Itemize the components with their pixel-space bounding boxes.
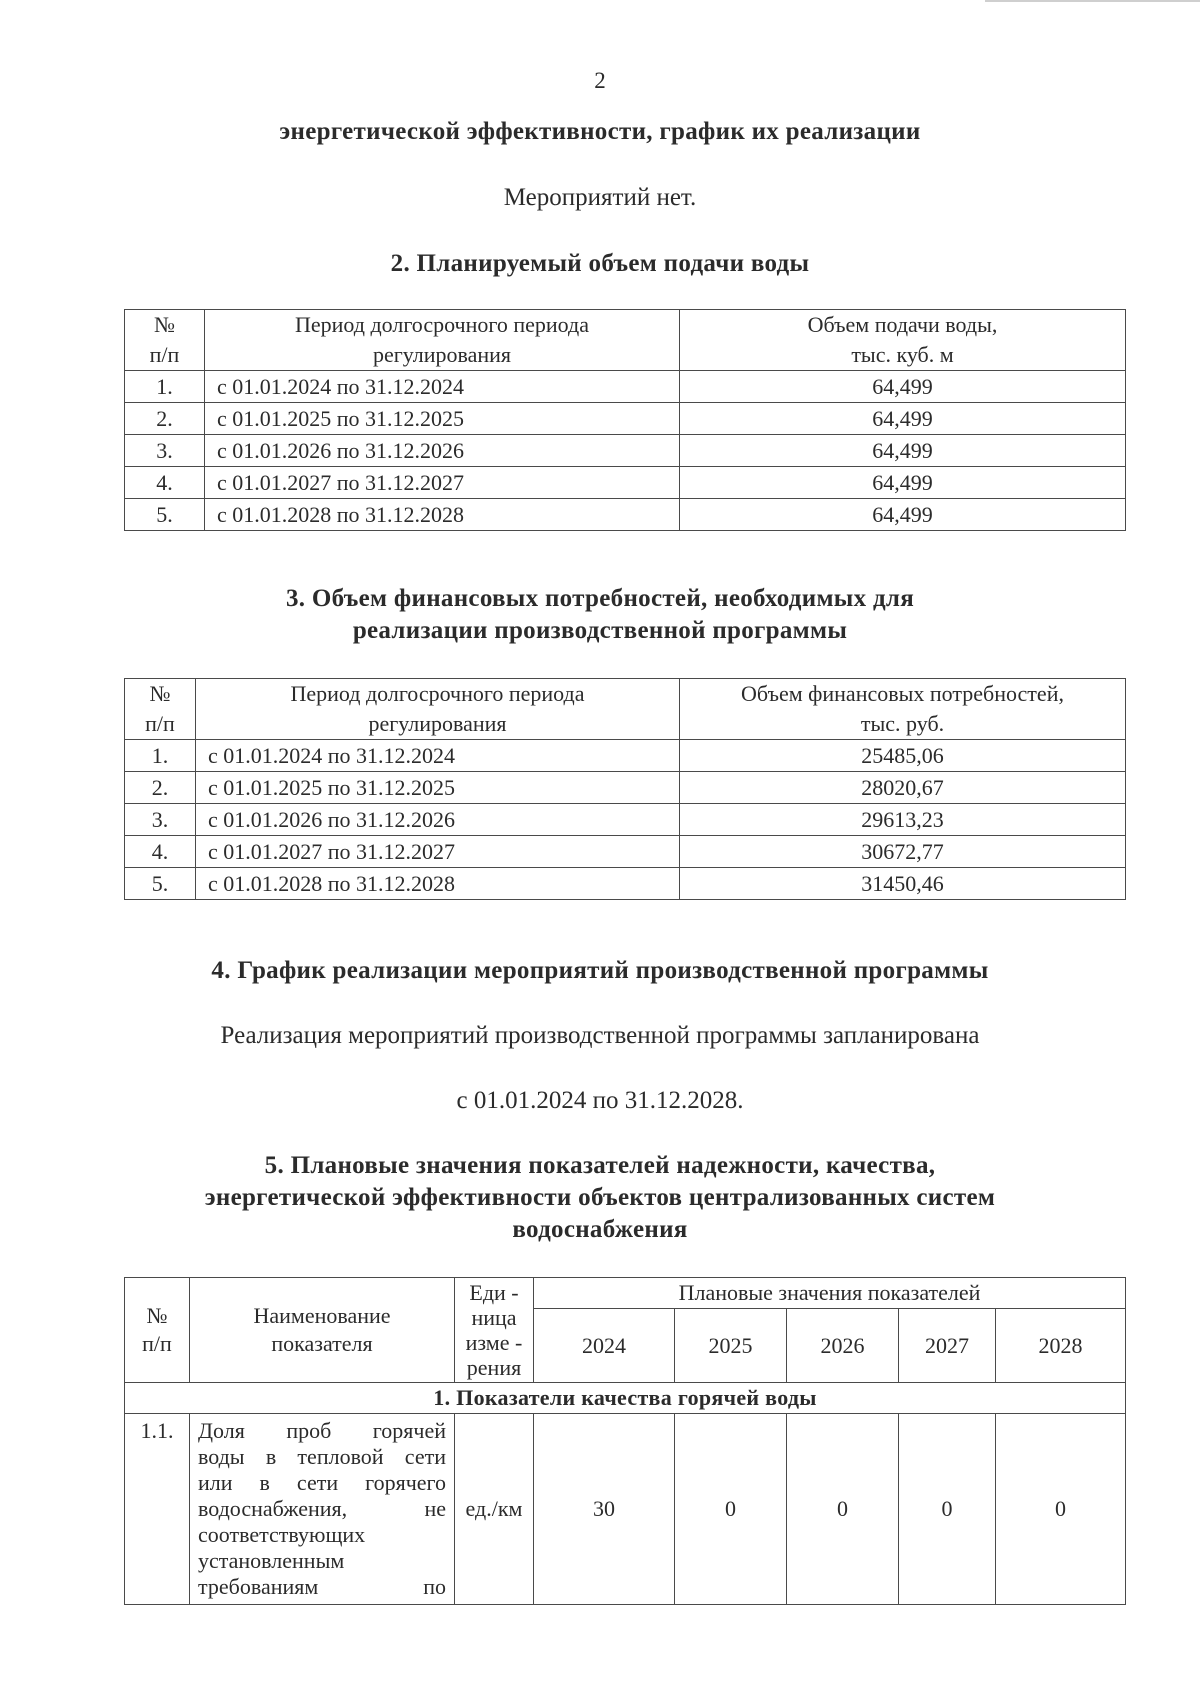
header-planned-values: Плановые значения показателей: [534, 1278, 1126, 1309]
header-num: № п/п: [125, 310, 205, 371]
group-row: [125, 1383, 1126, 1414]
row-num: 5.: [125, 499, 205, 531]
row-period: с 01.01.2024 по 31.12.2024: [205, 371, 680, 403]
row-value: 30672,77: [680, 836, 1126, 868]
row-period: с 01.01.2028 по 31.12.2028: [196, 868, 680, 900]
row-num: 1.: [125, 740, 196, 772]
header-num: № п/п: [125, 1278, 190, 1383]
row-value: 64,499: [680, 499, 1126, 531]
row-value-2025: 0: [675, 1414, 787, 1605]
section2-title: 2. Планируемый объем подачи воды: [390, 250, 810, 277]
header-year: 2024: [534, 1309, 675, 1383]
row-period: с 01.01.2026 по 31.12.2026: [205, 435, 680, 467]
row-value: 64,499: [680, 371, 1126, 403]
table-row: [125, 435, 1126, 467]
header-year: 2026: [787, 1309, 899, 1383]
table-row: [125, 499, 1126, 531]
table-row: [125, 1414, 1126, 1605]
row-value: 25485,06: [680, 740, 1126, 772]
row-num: 1.: [125, 371, 205, 403]
page-number: 2: [594, 68, 606, 93]
row-value: 28020,67: [680, 772, 1126, 804]
row-num: 3.: [125, 804, 196, 836]
row-unit: ед./км: [455, 1414, 534, 1605]
row-num: 4.: [125, 467, 205, 499]
row-value: 31450,46: [680, 868, 1126, 900]
table-header-row: [125, 310, 1126, 371]
financial-needs-table: [124, 678, 1126, 900]
header-value: Объем финансовых потребностей, тыс. руб.: [680, 679, 1126, 740]
header-period: Период долгосрочного периода регулирования: [205, 310, 680, 371]
intro-title-tail: энергетической эффективности, график их реализации: [279, 118, 921, 145]
header-year: 2028: [996, 1309, 1126, 1383]
row-value-2027: 0: [899, 1414, 996, 1605]
section4-title: 4. График реализации мероприятий производственной программы: [211, 957, 989, 984]
table-header-row: [125, 679, 1126, 740]
row-num: 4.: [125, 836, 196, 868]
header-num: № п/п: [125, 679, 196, 740]
row-value: 29613,23: [680, 804, 1126, 836]
table-row: [125, 836, 1126, 868]
section3-title: 3. Объем финансовых потребностей, необходимых для реализации производственной программы: [285, 585, 915, 644]
table-row: [125, 740, 1126, 772]
row-value-2024: 30: [534, 1414, 675, 1605]
row-value: 64,499: [680, 435, 1126, 467]
row-period: с 01.01.2027 по 31.12.2027: [205, 467, 680, 499]
water-supply-table: [124, 309, 1126, 531]
intro-text: Мероприятий нет.: [503, 184, 697, 211]
row-period: с 01.01.2025 по 31.12.2025: [205, 403, 680, 435]
row-period: с 01.01.2025 по 31.12.2025: [196, 772, 680, 804]
header-year: 2025: [675, 1309, 787, 1383]
header-unit: Еди - ница изме - рения: [455, 1278, 534, 1383]
table-row: [125, 403, 1126, 435]
row-num: 2.: [125, 403, 205, 435]
section4-text-line2: с 01.01.2024 по 31.12.2028.: [456, 1087, 744, 1114]
header-value: Объем подачи воды, тыс. куб. м: [680, 310, 1126, 371]
row-period: с 01.01.2028 по 31.12.2028: [205, 499, 680, 531]
row-value: 64,499: [680, 403, 1126, 435]
top-edge-line: [985, 0, 1200, 2]
table-header-row: [125, 1278, 1126, 1309]
header-year: 2027: [899, 1309, 996, 1383]
row-num: 2.: [125, 772, 196, 804]
row-value-2026: 0: [787, 1414, 899, 1605]
table-row: [125, 868, 1126, 900]
group-title: 1. Показатели качества горячей воды: [125, 1383, 1126, 1414]
table-row: [125, 371, 1126, 403]
row-period: с 01.01.2027 по 31.12.2027: [196, 836, 680, 868]
table-row: [125, 804, 1126, 836]
row-period: с 01.01.2026 по 31.12.2026: [196, 804, 680, 836]
row-num: 5.: [125, 868, 196, 900]
row-indicator-name: Доля проб горячей воды в тепловой сети или в сети горячего водоснабжения, не соответствующих установленным требованиям по: [190, 1414, 455, 1605]
table-row: [125, 772, 1126, 804]
row-value-2028: 0: [996, 1414, 1126, 1605]
row-num: 1.1.: [125, 1414, 190, 1605]
header-indicator-name: Наименование показателя: [190, 1278, 455, 1383]
row-num: 3.: [125, 435, 205, 467]
table-row: [125, 467, 1126, 499]
section5-title: 5. Плановые значения показателей надежности, качества, энергетической эффективности объектов централизованных систем водоснабжения: [204, 1152, 996, 1243]
header-period: Период долгосрочного периода регулирования: [196, 679, 680, 740]
row-period: с 01.01.2024 по 31.12.2024: [196, 740, 680, 772]
row-value: 64,499: [680, 467, 1126, 499]
indicators-table: [124, 1277, 1126, 1605]
section4-text-line1: Реализация мероприятий производственной программы запланирована: [220, 1022, 980, 1049]
